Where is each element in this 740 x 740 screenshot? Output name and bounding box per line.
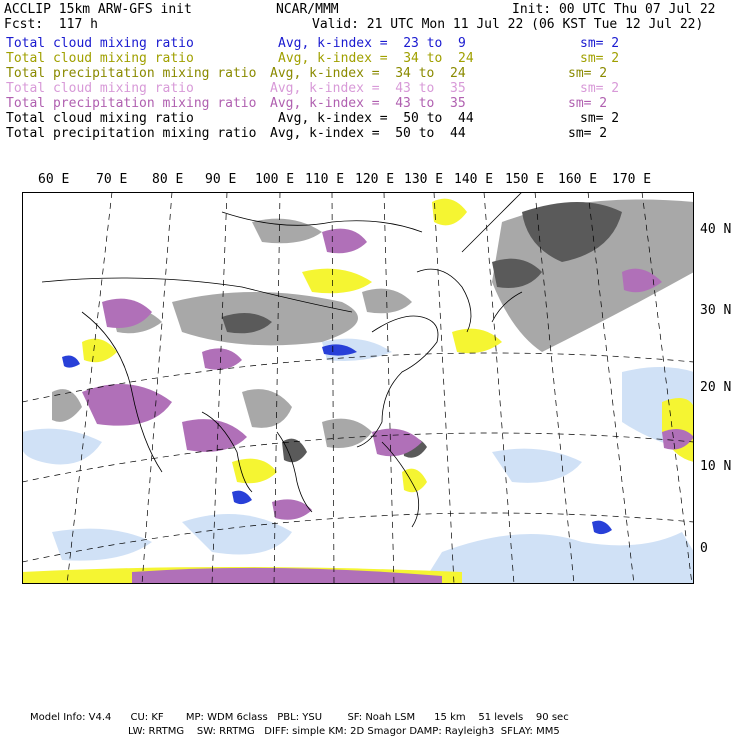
legend-row-sm: sm= 2 — [568, 126, 608, 141]
legend-row-sm: sm= 2 — [580, 81, 620, 96]
legend-row-avg: Avg, k-index = 34 to 24 — [270, 66, 466, 81]
legend-row-avg: Avg, k-index = 43 to 35 — [270, 81, 466, 96]
legend-row-name: Total precipitation mixing ratio — [6, 96, 257, 111]
lat-label: 40 N — [700, 222, 732, 237]
lon-label: 130 E — [404, 172, 444, 187]
lon-label: 140 E — [454, 172, 494, 187]
legend-row-name: Total cloud mixing ratio — [6, 111, 194, 126]
institution-label: NCAR/MMM — [276, 2, 339, 17]
legend-row-name: Total precipitation mixing ratio — [6, 126, 257, 141]
legend-row-sm: sm= 2 — [580, 51, 620, 66]
lon-label: 110 E — [305, 172, 345, 187]
legend-row-avg: Avg, k-index = 50 to 44 — [270, 126, 466, 141]
lon-label: 90 E — [205, 172, 237, 187]
legend-row-name: Total cloud mixing ratio — [6, 36, 194, 51]
legend-row-sm: sm= 2 — [580, 36, 620, 51]
legend-row-avg: Avg, k-index = 43 to 35 — [270, 96, 466, 111]
valid-time: Valid: 21 UTC Mon 11 Jul 22 (06 KST Tue 12 Jul 22) — [312, 17, 704, 32]
lon-label: 160 E — [558, 172, 598, 187]
lat-label: 0 — [700, 541, 708, 556]
lon-label: 60 E — [38, 172, 70, 187]
legend-row-avg: Avg, k-index = 23 to 9 — [278, 36, 466, 51]
legend-row-avg: Avg, k-index = 50 to 44 — [278, 111, 474, 126]
lat-label: 10 N — [700, 459, 732, 474]
lon-label: 100 E — [255, 172, 295, 187]
lat-label: 30 N — [700, 303, 732, 318]
init-time: Init: 00 UTC Thu 07 Jul 22 — [512, 2, 716, 17]
lon-label: 170 E — [612, 172, 652, 187]
lon-label: 80 E — [152, 172, 184, 187]
model-info-line2: LW: RRTMG SW: RRTMG DIFF: simple KM: 2D Smagor DAMP: Rayleigh3 SFLAY: MM5 — [128, 726, 560, 737]
legend-row-sm: sm= 2 — [568, 96, 608, 111]
legend-row-sm: sm= 2 — [580, 111, 620, 126]
legend-row-avg: Avg, k-index = 34 to 24 — [278, 51, 474, 66]
legend-row-name: Total cloud mixing ratio — [6, 51, 194, 66]
legend-row-name: Total precipitation mixing ratio — [6, 66, 257, 81]
forecast-map — [22, 192, 694, 584]
model-info-line1: Model Info: V4.4 CU: KF MP: WDM 6class PBL: YSU SF: Noah LSM 15 km 51 levels 90 sec — [30, 712, 569, 723]
model-title: ACCLIP 15km ARW-GFS init — [4, 2, 192, 17]
forecast-hour: Fcst: 117 h — [4, 17, 98, 32]
legend-row-name: Total cloud mixing ratio — [6, 81, 194, 96]
lon-label: 150 E — [505, 172, 545, 187]
lon-label: 120 E — [355, 172, 395, 187]
lat-label: 20 N — [700, 380, 732, 395]
lon-label: 70 E — [96, 172, 128, 187]
legend-row-sm: sm= 2 — [568, 66, 608, 81]
